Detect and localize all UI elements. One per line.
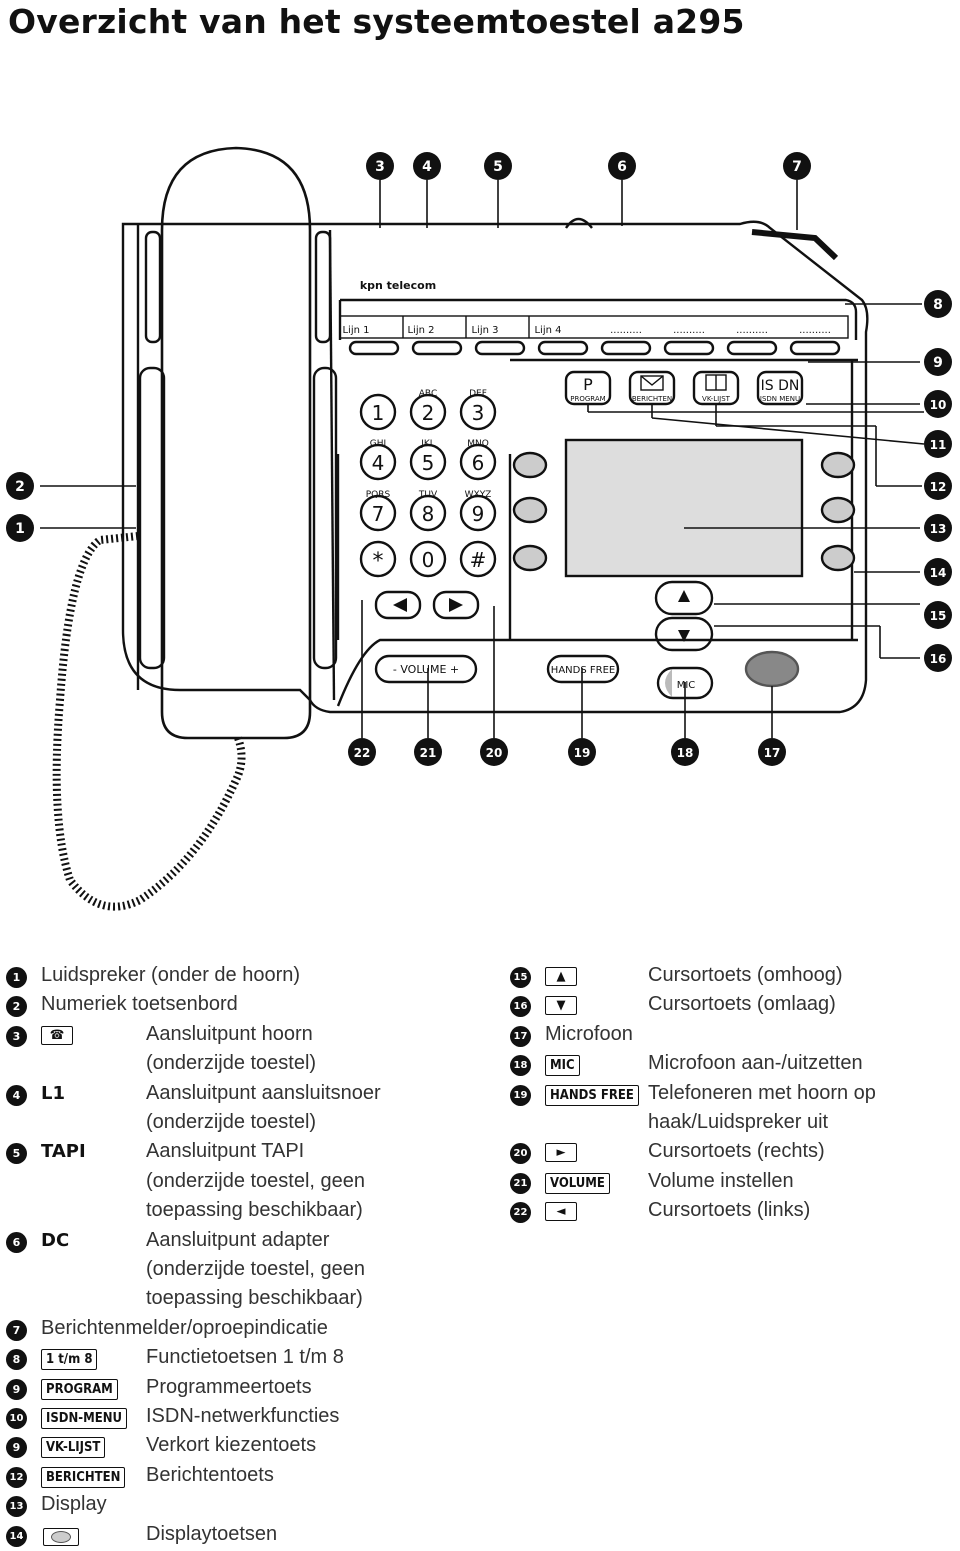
callout-2 bbox=[6, 472, 34, 500]
svg-text:10: 10 bbox=[929, 398, 947, 412]
keypad-digit: * bbox=[372, 549, 384, 574]
up-arrow-icon bbox=[678, 590, 690, 602]
svg-text:17: 17 bbox=[763, 746, 781, 760]
line-label: Lijn 2 bbox=[407, 325, 435, 336]
line-label: .......... bbox=[673, 325, 705, 336]
keypad-letters: TUV bbox=[418, 490, 438, 500]
mic-label: MIC bbox=[676, 680, 696, 691]
left-arrow-icon bbox=[393, 598, 407, 612]
callout-3 bbox=[366, 152, 394, 180]
microphone-grille bbox=[746, 652, 798, 686]
line-label: .......... bbox=[799, 325, 831, 336]
vklijst-label: VK-LIJST bbox=[702, 395, 730, 403]
keypad-digit: 6 bbox=[471, 451, 485, 475]
keypad-digit: 3 bbox=[471, 401, 485, 425]
keypad-digit: 4 bbox=[371, 451, 385, 475]
line-label: Lijn 4 bbox=[534, 325, 562, 336]
callout-7 bbox=[783, 152, 811, 180]
keypad-digit: 8 bbox=[421, 502, 435, 526]
callout-1 bbox=[6, 514, 34, 542]
svg-text:18: 18 bbox=[676, 746, 694, 760]
callout-11 bbox=[924, 430, 952, 458]
callout-13 bbox=[924, 514, 952, 542]
keypad-letters: MNO bbox=[467, 439, 489, 449]
callout-9 bbox=[924, 348, 952, 376]
svg-text:11: 11 bbox=[929, 438, 947, 452]
callout-12 bbox=[924, 472, 952, 500]
handset-cord bbox=[57, 536, 242, 907]
callout-20 bbox=[480, 738, 508, 766]
svg-text:5: 5 bbox=[493, 159, 503, 175]
line-keys bbox=[350, 342, 839, 354]
cradle-slot-bottom bbox=[140, 368, 164, 668]
program-label: PROGRAM bbox=[570, 395, 606, 403]
svg-text:22: 22 bbox=[353, 746, 371, 760]
callout-5 bbox=[484, 152, 512, 180]
handsfree-label: HANDS FREE bbox=[550, 665, 616, 676]
callout-18 bbox=[671, 738, 699, 766]
keypad-letters: WXYZ bbox=[464, 490, 492, 500]
handset-icon: ☎ bbox=[41, 1026, 73, 1045]
line-label: .......... bbox=[736, 325, 768, 336]
isdn-symbol: IS DN bbox=[760, 378, 800, 394]
line-label: Lijn 1 bbox=[342, 325, 370, 336]
program-symbol: P bbox=[583, 375, 593, 394]
callout-6 bbox=[608, 152, 636, 180]
svg-text:21: 21 bbox=[419, 746, 437, 760]
line-label: Lijn 3 bbox=[471, 325, 499, 336]
keypad-letters: JKL bbox=[421, 439, 435, 449]
callout-22 bbox=[348, 738, 376, 766]
callout-17 bbox=[758, 738, 786, 766]
svg-text:14: 14 bbox=[929, 566, 947, 580]
display bbox=[566, 440, 802, 576]
svg-text:3: 3 bbox=[375, 159, 385, 175]
svg-text:13: 13 bbox=[929, 522, 947, 536]
keypad-digit: 2 bbox=[421, 401, 435, 425]
cradle-slot-top-right bbox=[316, 232, 330, 342]
svg-text:1: 1 bbox=[15, 521, 25, 537]
svg-text:12: 12 bbox=[929, 480, 947, 494]
svg-text:6: 6 bbox=[617, 159, 627, 175]
callout-14 bbox=[924, 558, 952, 586]
keypad-digit: 1 bbox=[371, 401, 385, 425]
callout-8 bbox=[924, 290, 952, 318]
berichten-label: BERICHTEN bbox=[631, 395, 673, 403]
volume-label: - VOLUME + bbox=[392, 663, 460, 676]
keypad-digit: 5 bbox=[421, 451, 435, 475]
legend-right: 15 ▲ Cursortoets (omhoog) 16 ▼ Cursortoets (omlaag) 17 Microfoon 18 MIC Microfoon aan-/uitzetten 19 HANDS FREE Telefoneren met hoorn op haak/Luidspreker uit 20 ► Cursortoets (rechts) 21 VOLUME Volume instellen 22 ◄ Cursortoets (links) bbox=[510, 964, 960, 1264]
line-label: .......... bbox=[610, 325, 642, 336]
callout-19 bbox=[568, 738, 596, 766]
callout-4 bbox=[413, 152, 441, 180]
svg-text:20: 20 bbox=[485, 746, 503, 760]
callout-21 bbox=[414, 738, 442, 766]
keypad-digit: 7 bbox=[371, 502, 385, 526]
right-arrow-icon bbox=[449, 598, 463, 612]
svg-text:15: 15 bbox=[929, 609, 947, 623]
keypad-digit: 9 bbox=[471, 502, 485, 526]
brand-logo: kpn telecom bbox=[359, 279, 437, 292]
isdn-label: ISDN MENU bbox=[759, 395, 801, 403]
callout-16 bbox=[924, 644, 952, 672]
cradle-slot-top bbox=[146, 232, 160, 342]
display-key-icon bbox=[43, 1528, 79, 1546]
svg-text:16: 16 bbox=[929, 652, 947, 666]
page-title: Overzicht van het systeemtoestel a295 bbox=[8, 2, 745, 41]
svg-text:4: 4 bbox=[422, 159, 432, 175]
svg-text:9: 9 bbox=[933, 355, 943, 371]
callout-10 bbox=[924, 390, 952, 418]
svg-text:2: 2 bbox=[15, 479, 25, 495]
keypad-letters: PQRS bbox=[365, 490, 391, 500]
keypad-letters: GHI bbox=[369, 439, 387, 449]
legend-left: 1 Luidspreker (onder de hoorn) 2 Numeriek toetsenbord 3 ☎ Aansluitpunt hoorn (onderzijde toestel) 4 L1 Aansluitpunt aansluitsnoer (onderzijde toestel) 5 TAPI Aansluitpunt TAPI (onderzijde toestel, geen toepassing beschikbaar) 6 DC Aansluitpunt adapter (onderzijde toestel, geen toepassing beschikbaar) 7 Berichtenmelder/oproepindicatie 8 1 t/m 8 Functietoetsen 1 t/m 8 9 PROGRAM Programmeertoets 10 ISDN-MENU ISDN-netwerkfuncties 9 VK-LIJST Verkort kiezentoets 12 BERICHTEN Berichtentoets 13 Display 14 Displaytoetsen bbox=[6, 964, 486, 1551]
callout-15 bbox=[924, 601, 952, 629]
keypad-digit: 0 bbox=[421, 548, 435, 572]
keypad-letters: DEF bbox=[469, 389, 487, 399]
svg-text:19: 19 bbox=[573, 746, 591, 760]
handset bbox=[162, 148, 310, 738]
keypad-digit: # bbox=[469, 548, 487, 572]
keypad-letters: ABC bbox=[418, 389, 438, 399]
svg-text:8: 8 bbox=[933, 297, 943, 313]
svg-text:7: 7 bbox=[792, 159, 802, 175]
